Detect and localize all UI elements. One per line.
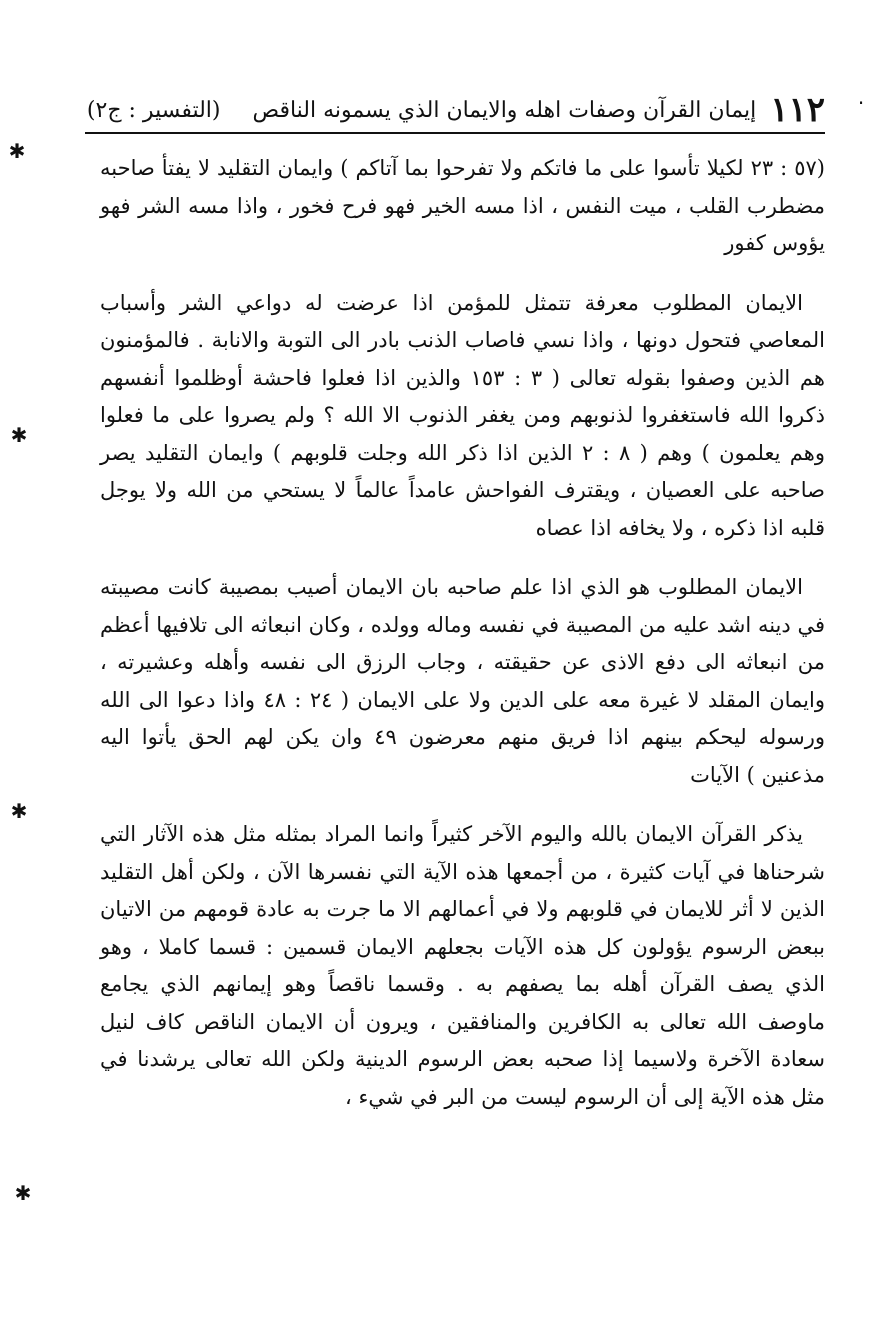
ink-blot-icon: ✱ bbox=[10, 423, 28, 447]
paragraph: الايمان المطلوب هو الذي اذا علم صاحبه بان الايمان أصيب بمصيبة كانت مصيبته في دينه اشد عليه من المصيبة في نفسه وماله وولده ، وكان انبعاثه الى تلافيها أعظم من انبعاثه الى دفع الاذى عن حقيقته ، وجاب الرزق الى نفسه وأهله وعشيرته ، وايمان المقلد لا غيرة معه على الدين ولا على الايمان ( ٢٤ : ٤٨ واذا دعوا الى الله ورسوله ليحكم بينهم اذا فريق منهم معرضون ٤٩ وان يكن لهم الحق يأتوا اليه مذعنين ) الآيات bbox=[100, 575, 825, 787]
body-text bbox=[100, 150, 825, 1138]
ink-blot-icon: · bbox=[857, 91, 865, 115]
page-header bbox=[85, 88, 825, 134]
ink-blot-icon: ✱ bbox=[14, 1181, 32, 1205]
paragraph: (٥٧ : ٢٣ لكيلا تأسوا على ما فاتكم ولا تفرحوا بما آتاكم ) وايمان التقليد لا يفتأ صاحبه مضطرب القلب ، ميت النفس ، اذا مسه الخير فهو فرح فخور ، واذا مسه الشر فهو يؤوس كفور bbox=[100, 156, 825, 255]
ink-blot-icon: ✱ bbox=[10, 799, 28, 823]
section-label: (التفسير : ج٢) bbox=[86, 97, 221, 123]
running-title: إيمان القرآن وصفات اهله والايمان الذي يسمونه الناقص bbox=[252, 97, 757, 123]
paragraph: يذكر القرآن الايمان بالله واليوم الآخر كثيراً وانما المراد بمثله مثل هذه الآثار التي شرحناها في آيات كثيرة ، من أجمعها هذه الآية التي نفسرها الآن ، ولكن أهل التقليد الذين لا أثر للايمان في قلوبهم ولا في أعمالهم الا ما جرت به عادة قومهم من الاتيان ببعض الرسوم يؤولون كل هذه الآيات بجعلهم الايمان قسمين : قسما كاملا ، وهو الذي يصف القرآن أهله بما يصفهم به . وقسما ناقصاً وهو إيمانهم الذي يجامع ماوصف الله تعالى به الكافرين والمنافقين ، ويرون أن الايمان الناقص كاف لنيل سعادة الآخرة ولاسيما إذا صحبه بعض الرسوم الدينية ولكن الله تعالى يرشدنا في مثل هذه الآية إلى أن الرسوم ليست من البر في شيء ، bbox=[100, 822, 825, 1109]
ink-blot-icon: ✱ bbox=[8, 139, 26, 163]
paragraph: الايمان المطلوب معرفة تتمثل للمؤمن اذا عرضت له دواعي الشر وأسباب المعاصي فتحول دونها ، واذا نسي فاصاب الذنب بادر الى التوبة والانابة . فالمؤمنون هم الذين وصفوا بقوله تعالى ( ٣ : ١٥٣ والذين اذا فعلوا فاحشة أوظلموا أنفسهم ذكروا الله فاستغفروا لذنوبهم ومن يغفر الذنوب الا الله ؟ ولم يصروا على ما فعلوا وهم يعلمون ) وهم ( ٨ : ٢ الذين اذا ذكر الله وجلت قلوبهم ) وايمان التقليد يصر صاحبه على العصيان ، ويقترف الفواحش عامداً عالماً لا يستحي من الله ولا يوجل قلبه اذا ذكره ، ولا يخافه اذا عصاه bbox=[100, 290, 825, 540]
page-number: ١١٢ bbox=[770, 90, 825, 130]
